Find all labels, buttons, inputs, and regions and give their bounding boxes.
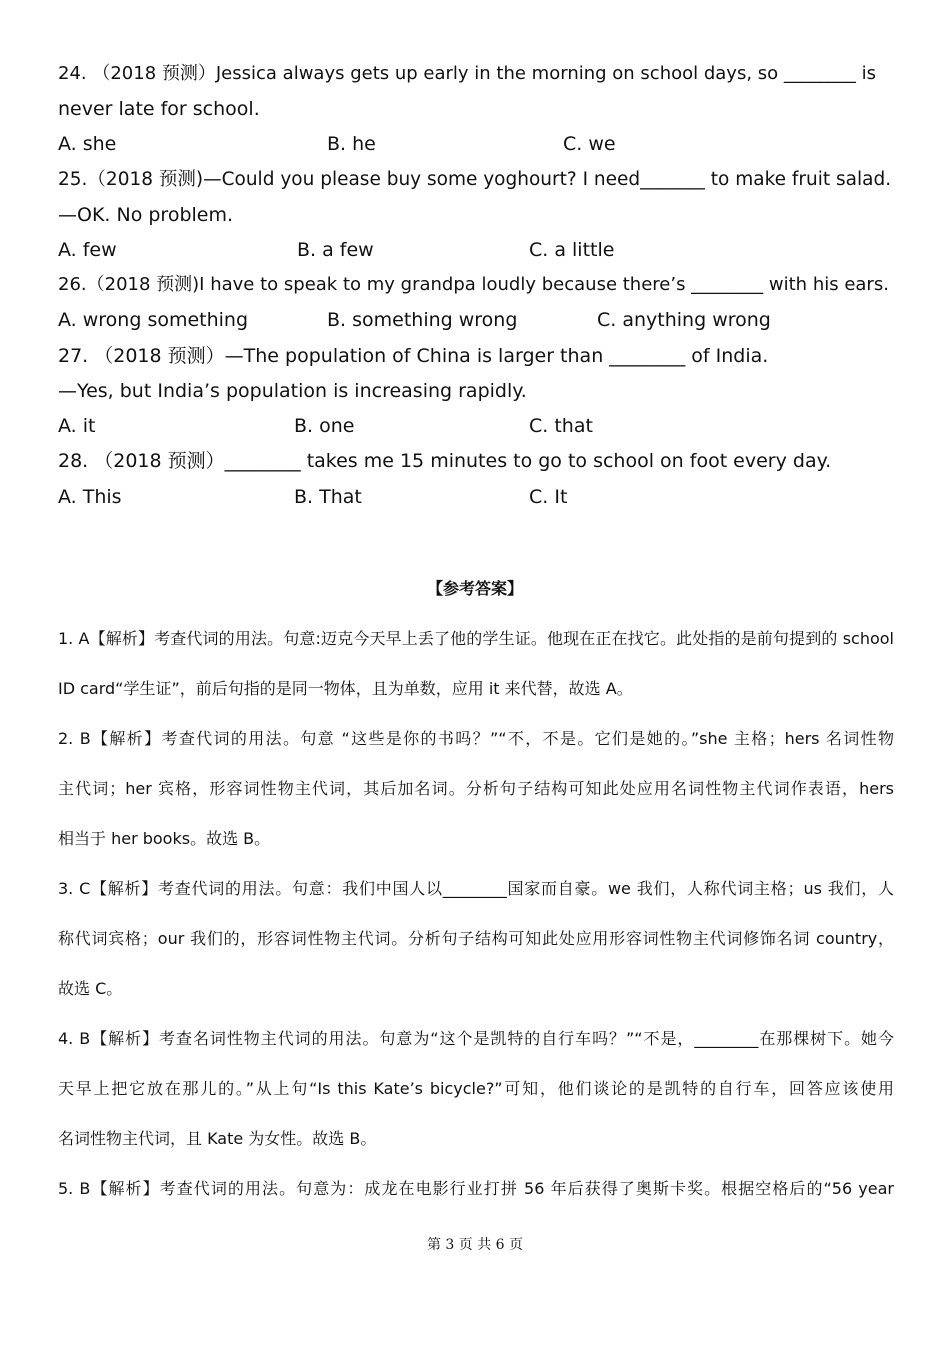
answer-5-line-1: 5. B【解析】考查代词的用法。句意为：成龙在电影行业打拼 56 年后获得了奥斯卡奖。根据空格后的“56 year [58, 1179, 894, 1198]
option-c: C. a little [529, 239, 615, 261]
option-a: A. she [58, 133, 117, 155]
answer-2-line-2: 主代词；her 宾格，形容词性物主代词，其后加名词。分析句子结构可知此处应用名词性物主代词作表语，hers [58, 779, 894, 798]
answer-4-line-2: 天早上把它放在那儿的。”从上句“Is this Kate’s bicycle?”可知，他们谈论的是凯特的自行车，回答应该使用 [58, 1079, 894, 1098]
answer-4-line-1: 4. B【解析】考查名词性物主代词的用法。句意为“这个是凯特的自行车吗？”“不是，________在那棵树下。她今 [58, 1029, 894, 1048]
answer-3-line-1: 3. C【解析】考查代词的用法。句意：我们中国人以________国家而自豪。we 我们，人称代词主格；us 我们，人 [58, 879, 894, 898]
option-b: B. something wrong [327, 309, 518, 331]
page-footer: 第 3 页 共 6 页 [426, 1237, 524, 1253]
question-26-line-1: 26.（2018 预测)I have to speak to my grandpa loudly because there’s ________ with his ears. [58, 274, 889, 295]
option-c: C. It [529, 486, 568, 508]
answer-4-line-3: 名词性物主代词，且 Kate 为女性。故选 B。 [58, 1129, 377, 1148]
answer-2-line-3: 相当于 her books。故选 B。 [58, 829, 271, 848]
option-a: A. it [58, 415, 96, 437]
option-c: C. we [563, 133, 616, 155]
option-a: A. This [58, 486, 122, 508]
answer-3-line-2: 称代词宾格；our 我们的，形容词性物主代词。分析句子结构可知此处应用形容词性物主代词修饰名词 country， [58, 929, 894, 948]
question-25-line-1: 25.（2018 预测)—Could you please buy some yoghourt? I need_______ to make fruit salad. [58, 169, 892, 190]
answer-1-line-2: ID card“学生证”，前后句指的是同一物体，且为单数，应用 it 来代替，故选 A。 [58, 679, 633, 698]
option-b: B. That [294, 486, 362, 508]
question-25-line-2: —OK. No problem. [58, 204, 234, 226]
answers-heading: 【参考答案】 [426, 579, 523, 598]
question-28-line-1: 28. （2018 预测）________ takes me 15 minutes to go to school on foot every day. [58, 450, 832, 472]
option-c: C. anything wrong [597, 309, 771, 331]
question-27-line-2: —Yes, but India’s population is increasing rapidly. [58, 380, 527, 402]
option-b: B. a few [297, 239, 374, 261]
option-a: A. wrong something [58, 309, 249, 331]
option-c: C. that [529, 415, 593, 437]
question-24-line-1: 24. （2018 预测）Jessica always gets up early in the morning on school days, so ________ is [58, 63, 876, 84]
option-a: A. few [58, 239, 117, 261]
answer-2-line-1: 2. B【解析】考查代词的用法。句意 “这些是你的书吗？”“不，不是。它们是她的。”she 主格；hers 名词性物 [58, 729, 894, 748]
option-b: B. he [327, 133, 376, 155]
option-b: B. one [294, 415, 355, 437]
answer-3-line-3: 故选 C。 [58, 979, 123, 998]
question-27-options [58, 414, 918, 438]
answer-1-line-1: 1. A【解析】考查代词的用法。句意:迈克今天早上丢了他的学生证。他现在正在找它。此处指的是前句提到的 school [58, 629, 894, 648]
question-24-line-2: never late for school. [58, 98, 260, 120]
question-28-options [58, 485, 918, 509]
question-24-options [58, 132, 918, 156]
question-27-line-1: 27. （2018 预测）—The population of China is larger than ________ of India. [58, 345, 769, 367]
question-26-options [58, 308, 918, 332]
question-25-options [58, 238, 918, 262]
